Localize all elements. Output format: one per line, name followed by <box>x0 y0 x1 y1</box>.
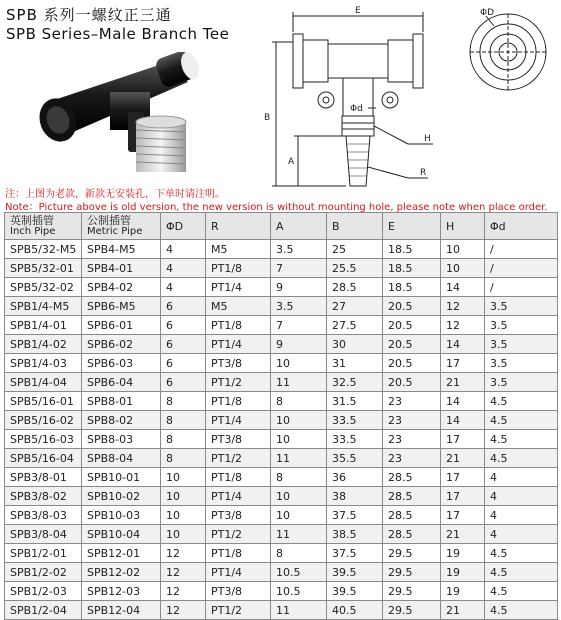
table-cell: 4.5 <box>485 430 558 449</box>
table-cell: 21 <box>441 373 485 392</box>
table-cell: 7 <box>271 259 327 278</box>
table-cell: SPB5/32-M5 <box>5 240 82 259</box>
table-cell: 12 <box>161 544 206 563</box>
header-b: B <box>327 213 383 240</box>
note-en: Note：Picture above is old version, the new version is without mounting hole, please note when place order. <box>5 202 548 213</box>
note-cn: 注：上图为老款，新款无安装孔，下单时请注明。 <box>5 189 225 200</box>
table-cell: 20.5 <box>383 297 441 316</box>
table-cell: 23 <box>383 411 441 430</box>
table-cell: SPB1/2-01 <box>5 544 82 563</box>
table-row <box>5 335 558 354</box>
table-cell: 4 <box>485 525 558 544</box>
table-cell: 6 <box>161 297 206 316</box>
table-cell: 14 <box>441 411 485 430</box>
table-cell: SPB12-01 <box>82 544 161 563</box>
table-cell: 27 <box>327 297 383 316</box>
table-cell: 19 <box>441 582 485 601</box>
table-cell: 12 <box>441 297 485 316</box>
table-cell: 3.5 <box>485 354 558 373</box>
table-cell: 8 <box>271 392 327 411</box>
table-cell: 21 <box>441 449 485 468</box>
table-cell: 4.5 <box>485 582 558 601</box>
dim-b-label: B <box>264 113 271 123</box>
table-cell: PT3/8 <box>206 430 271 449</box>
table-cell: 10 <box>271 411 327 430</box>
dim-a-label: A <box>288 157 295 167</box>
table-cell: SPB12-02 <box>82 563 161 582</box>
table-row <box>5 240 558 259</box>
table-cell: 33.5 <box>327 430 383 449</box>
table-cell: 21 <box>441 525 485 544</box>
table-cell: 8 <box>161 411 206 430</box>
table-row <box>5 487 558 506</box>
header-inch-pipe: 英制插管 Inch Pipe <box>5 213 82 240</box>
table-cell: SPB1/4-01 <box>5 316 82 335</box>
table-cell: 36 <box>327 468 383 487</box>
table-cell: 4 <box>485 506 558 525</box>
table-cell: 6 <box>161 316 206 335</box>
table-cell: 18.5 <box>383 240 441 259</box>
table-cell: 18.5 <box>383 259 441 278</box>
table-cell: 17 <box>441 468 485 487</box>
table-cell: 4.5 <box>485 563 558 582</box>
table-cell: 10 <box>271 354 327 373</box>
table-cell: SPB6-01 <box>82 316 161 335</box>
table-cell: 39.5 <box>327 582 383 601</box>
table-cell: PT1/4 <box>206 411 271 430</box>
header-r: R <box>206 213 271 240</box>
table-cell: 23 <box>383 430 441 449</box>
table-row <box>5 297 558 316</box>
table-cell: 37.5 <box>327 506 383 525</box>
table-cell: PT1/2 <box>206 373 271 392</box>
table-cell: SPB3/8-02 <box>5 487 82 506</box>
table-cell: 38 <box>327 487 383 506</box>
table-row <box>5 430 558 449</box>
table-cell: SPB5/16-01 <box>5 392 82 411</box>
table-cell: / <box>485 278 558 297</box>
table-cell: 35.5 <box>327 449 383 468</box>
table-cell: 29.5 <box>383 544 441 563</box>
table-cell: 23 <box>383 449 441 468</box>
table-cell: 12 <box>161 582 206 601</box>
table-cell: SPB1/4-M5 <box>5 297 82 316</box>
header-a: A <box>271 213 327 240</box>
table-cell: 8 <box>271 468 327 487</box>
table-cell: PT3/8 <box>206 354 271 373</box>
table-cell: SPB3/8-01 <box>5 468 82 487</box>
header-e: E <box>383 213 441 240</box>
table-cell: SPB1/4-03 <box>5 354 82 373</box>
table-cell: SPB1/2-02 <box>5 563 82 582</box>
table-cell: 4.5 <box>485 392 558 411</box>
table-cell: 9 <box>271 278 327 297</box>
table-cell: 7 <box>271 316 327 335</box>
table-cell: 17 <box>441 487 485 506</box>
table-cell: SPB3/8-03 <box>5 506 82 525</box>
table-cell: SPB12-04 <box>82 601 161 620</box>
spec-table <box>4 212 558 620</box>
page-title-en: SPB Series–Male Branch Tee <box>6 25 230 43</box>
table-cell: 10 <box>271 487 327 506</box>
table-cell: SPB8-04 <box>82 449 161 468</box>
table-cell: / <box>485 259 558 278</box>
table-cell: 20.5 <box>383 373 441 392</box>
table-cell: 31 <box>327 354 383 373</box>
table-cell: 8 <box>271 544 327 563</box>
table-cell: SPB5/32-02 <box>5 278 82 297</box>
table-cell: SPB5/16-02 <box>5 411 82 430</box>
table-row <box>5 449 558 468</box>
table-cell: 27.5 <box>327 316 383 335</box>
table-cell: 10 <box>271 430 327 449</box>
table-cell: SPB6-M5 <box>82 297 161 316</box>
table-cell: SPB8-03 <box>82 430 161 449</box>
table-cell: 12 <box>161 601 206 620</box>
table-cell: PT1/2 <box>206 601 271 620</box>
table-cell: SPB1/2-04 <box>5 601 82 620</box>
dim-r-label: R <box>420 168 427 178</box>
technical-drawing <box>258 2 558 192</box>
header-phid: Φd <box>485 213 558 240</box>
table-cell: 29.5 <box>383 563 441 582</box>
table-cell: 6 <box>161 335 206 354</box>
table-cell: 28.5 <box>383 525 441 544</box>
table-cell: SPB4-02 <box>82 278 161 297</box>
table-cell: PT1/4 <box>206 563 271 582</box>
table-cell: 38.5 <box>327 525 383 544</box>
table-cell: 31.5 <box>327 392 383 411</box>
table-cell: 17 <box>441 506 485 525</box>
table-cell: 4.5 <box>485 544 558 563</box>
table-cell: 14 <box>441 335 485 354</box>
table-cell: 10 <box>161 468 206 487</box>
table-cell: SPB8-01 <box>82 392 161 411</box>
table-cell: PT1/2 <box>206 449 271 468</box>
table-cell: 23 <box>383 392 441 411</box>
table-cell: 28.5 <box>327 278 383 297</box>
table-row <box>5 506 558 525</box>
table-cell: 8 <box>161 449 206 468</box>
table-row <box>5 259 558 278</box>
table-cell: SPB1/4-02 <box>5 335 82 354</box>
table-cell: 11 <box>271 525 327 544</box>
table-cell: 20.5 <box>383 316 441 335</box>
table-cell: 3.5 <box>485 373 558 392</box>
table-cell: SPB5/16-03 <box>5 430 82 449</box>
table-cell: SPB10-02 <box>82 487 161 506</box>
table-cell: 4.5 <box>485 411 558 430</box>
table-row <box>5 525 558 544</box>
table-cell: 29.5 <box>383 601 441 620</box>
table-cell: SPB12-03 <box>82 582 161 601</box>
header-phiD: ΦD <box>161 213 206 240</box>
table-cell: M5 <box>206 297 271 316</box>
table-cell: 4.5 <box>485 449 558 468</box>
table-cell: SPB3/8-04 <box>5 525 82 544</box>
table-cell: PT1/2 <box>206 525 271 544</box>
table-cell: 17 <box>441 354 485 373</box>
table-cell: SPB10-04 <box>82 525 161 544</box>
table-cell: 19 <box>441 563 485 582</box>
table-cell: SPB4-01 <box>82 259 161 278</box>
table-cell: 40.5 <box>327 601 383 620</box>
table-cell: 14 <box>441 278 485 297</box>
table-cell: 3.5 <box>271 240 327 259</box>
table-cell: 20.5 <box>383 335 441 354</box>
table-cell: 25 <box>327 240 383 259</box>
table-cell: 11 <box>271 449 327 468</box>
table-cell: SPB6-04 <box>82 373 161 392</box>
table-cell: 3.5 <box>485 297 558 316</box>
dim-phid-label: Φd <box>350 104 363 114</box>
table-cell: 28.5 <box>383 506 441 525</box>
table-cell: PT1/4 <box>206 335 271 354</box>
table-cell: M5 <box>206 240 271 259</box>
table-cell: 4 <box>485 468 558 487</box>
table-cell: 25.5 <box>327 259 383 278</box>
table-row <box>5 601 558 620</box>
header-h: H <box>441 213 485 240</box>
table-cell: 4 <box>161 259 206 278</box>
table-cell: PT1/8 <box>206 468 271 487</box>
table-cell: 12 <box>441 316 485 335</box>
table-cell: PT1/8 <box>206 544 271 563</box>
table-row <box>5 392 558 411</box>
table-cell: PT1/8 <box>206 392 271 411</box>
table-cell: PT1/8 <box>206 259 271 278</box>
table-header-row <box>5 213 558 240</box>
table-cell: 3.5 <box>485 335 558 354</box>
table-cell: SPB10-03 <box>82 506 161 525</box>
table-cell: SPB8-02 <box>82 411 161 430</box>
table-cell: 10 <box>161 525 206 544</box>
table-cell: SPB6-02 <box>82 335 161 354</box>
table-row <box>5 278 558 297</box>
table-row <box>5 411 558 430</box>
table-row <box>5 544 558 563</box>
table-cell: 10 <box>441 240 485 259</box>
table-cell: 28.5 <box>383 468 441 487</box>
table-cell: 4.5 <box>485 601 558 620</box>
table-cell: 10.5 <box>271 563 327 582</box>
table-cell: 30 <box>327 335 383 354</box>
table-row <box>5 563 558 582</box>
table-cell: 10 <box>161 487 206 506</box>
table-cell: 9 <box>271 335 327 354</box>
table-cell: SPB5/32-01 <box>5 259 82 278</box>
table-cell: PT1/8 <box>206 316 271 335</box>
table-cell: 4 <box>161 278 206 297</box>
dim-phiD-label: ΦD <box>480 8 495 18</box>
table-cell: 3.5 <box>271 297 327 316</box>
table-cell: 8 <box>161 392 206 411</box>
table-row <box>5 373 558 392</box>
table-cell: PT1/4 <box>206 487 271 506</box>
table-cell: 29.5 <box>383 582 441 601</box>
table-cell: 10 <box>441 259 485 278</box>
table-body <box>5 240 558 620</box>
table-cell: 11 <box>271 601 327 620</box>
table-cell: 28.5 <box>383 487 441 506</box>
table-cell: 12 <box>161 563 206 582</box>
page-title-cn: SPB 系列一螺纹正三通 <box>6 6 172 24</box>
table-cell: 17 <box>441 430 485 449</box>
table-cell: 20.5 <box>383 354 441 373</box>
table-cell: 4 <box>161 240 206 259</box>
table-cell: SPB6-03 <box>82 354 161 373</box>
table-cell: SPB5/16-04 <box>5 449 82 468</box>
table-cell: SPB1/4-04 <box>5 373 82 392</box>
table-cell: 11 <box>271 373 327 392</box>
table-cell: 8 <box>161 430 206 449</box>
table-cell: PT1/4 <box>206 278 271 297</box>
table-cell: PT3/8 <box>206 582 271 601</box>
table-cell: SPB1/2-03 <box>5 582 82 601</box>
table-row <box>5 316 558 335</box>
table-row <box>5 354 558 373</box>
table-cell: 10 <box>271 506 327 525</box>
table-cell: 4 <box>485 487 558 506</box>
product-photo <box>28 52 248 182</box>
header-metric-pipe: 公制插管 Metric Pipe <box>82 213 161 240</box>
table-cell: 18.5 <box>383 278 441 297</box>
table-cell: 32.5 <box>327 373 383 392</box>
table-cell: 19 <box>441 544 485 563</box>
table-cell: 6 <box>161 354 206 373</box>
dim-e-label: E <box>355 6 361 16</box>
dim-h-label: H <box>424 134 431 144</box>
table-row <box>5 468 558 487</box>
table-cell: 10 <box>161 506 206 525</box>
table-cell: 10.5 <box>271 582 327 601</box>
table-cell: 3.5 <box>485 316 558 335</box>
table-cell: SPB4-M5 <box>82 240 161 259</box>
table-cell: 6 <box>161 373 206 392</box>
table-cell: 21 <box>441 601 485 620</box>
table-cell: / <box>485 240 558 259</box>
table-cell: 39.5 <box>327 563 383 582</box>
table-cell: 33.5 <box>327 411 383 430</box>
table-cell: 37.5 <box>327 544 383 563</box>
table-cell: PT3/8 <box>206 506 271 525</box>
table-cell: 14 <box>441 392 485 411</box>
table-cell: SPB10-01 <box>82 468 161 487</box>
table-row <box>5 582 558 601</box>
